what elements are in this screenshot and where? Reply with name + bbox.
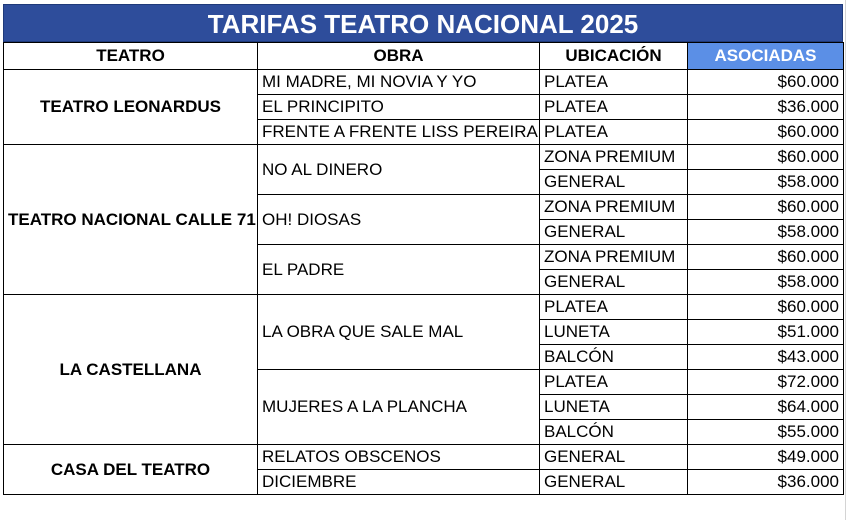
cell-ubicacion[interactable]: GENERAL [540,170,688,195]
cell-precio[interactable]: $43.000 [688,345,844,370]
cell-teatro[interactable]: TEATRO NACIONAL CALLE 71 [4,145,258,295]
cell-obra[interactable]: MI MADRE, MI NOVIA Y YO [258,70,540,95]
cell-ubicacion[interactable]: GENERAL [540,220,688,245]
cell-ubicacion[interactable]: PLATEA [540,295,688,320]
cell-ubicacion[interactable]: ZONA PREMIUM [540,195,688,220]
cell-precio[interactable]: $60.000 [688,295,844,320]
header-asociadas[interactable]: ASOCIADAS [688,43,844,70]
spreadsheet-table-region [3,4,843,495]
cell-precio[interactable]: $60.000 [688,70,844,95]
cell-precio[interactable]: $60.000 [688,120,844,145]
table-row [4,70,844,95]
cell-obra[interactable]: EL PADRE [258,245,540,295]
cell-ubicacion[interactable]: GENERAL [540,270,688,295]
cell-ubicacion[interactable]: PLATEA [540,370,688,395]
cell-teatro[interactable]: LA CASTELLANA [4,295,258,445]
cell-precio[interactable]: $60.000 [688,145,844,170]
cell-precio[interactable]: $36.000 [688,470,844,495]
cell-precio[interactable]: $55.000 [688,420,844,445]
header-teatro[interactable]: TEATRO [4,43,258,70]
cell-obra[interactable]: LA OBRA QUE SALE MAL [258,295,540,370]
sheet-gridline [845,0,846,520]
cell-obra[interactable]: DICIEMBRE [258,470,540,495]
cell-ubicacion[interactable]: GENERAL [540,470,688,495]
table-row [4,295,844,320]
header-ubicacion[interactable]: UBICACIÓN [540,43,688,70]
cell-obra[interactable]: OH! DIOSAS [258,195,540,245]
cell-precio[interactable]: $58.000 [688,270,844,295]
cell-obra[interactable]: NO AL DINERO [258,145,540,195]
cell-teatro[interactable]: TEATRO LEONARDUS [4,70,258,145]
cell-precio[interactable]: $60.000 [688,245,844,270]
cell-ubicacion[interactable]: PLATEA [540,95,688,120]
table-title[interactable]: TARIFAS TEATRO NACIONAL 2025 [3,4,843,42]
header-row [4,43,844,70]
cell-precio[interactable]: $58.000 [688,220,844,245]
cell-obra[interactable]: FRENTE A FRENTE LISS PEREIRA [258,120,540,145]
cell-precio[interactable]: $72.000 [688,370,844,395]
tarifas-table [3,42,844,495]
table-body [4,70,844,495]
cell-precio[interactable]: $36.000 [688,95,844,120]
cell-obra[interactable]: RELATOS OBSCENOS [258,445,540,470]
cell-ubicacion[interactable]: LUNETA [540,395,688,420]
cell-obra[interactable]: EL PRINCIPITO [258,95,540,120]
table-row [4,445,844,470]
table-row [4,145,844,170]
cell-ubicacion[interactable]: LUNETA [540,320,688,345]
cell-ubicacion[interactable]: BALCÓN [540,345,688,370]
cell-ubicacion[interactable]: ZONA PREMIUM [540,145,688,170]
cell-precio[interactable]: $60.000 [688,195,844,220]
cell-ubicacion[interactable]: BALCÓN [540,420,688,445]
cell-ubicacion[interactable]: GENERAL [540,445,688,470]
cell-precio[interactable]: $58.000 [688,170,844,195]
cell-teatro[interactable]: CASA DEL TEATRO [4,445,258,495]
cell-ubicacion[interactable]: PLATEA [540,70,688,95]
cell-ubicacion[interactable]: PLATEA [540,120,688,145]
header-obra[interactable]: OBRA [258,43,540,70]
cell-obra[interactable]: MUJERES A LA PLANCHA [258,370,540,445]
cell-precio[interactable]: $51.000 [688,320,844,345]
cell-precio[interactable]: $49.000 [688,445,844,470]
cell-ubicacion[interactable]: ZONA PREMIUM [540,245,688,270]
cell-precio[interactable]: $64.000 [688,395,844,420]
